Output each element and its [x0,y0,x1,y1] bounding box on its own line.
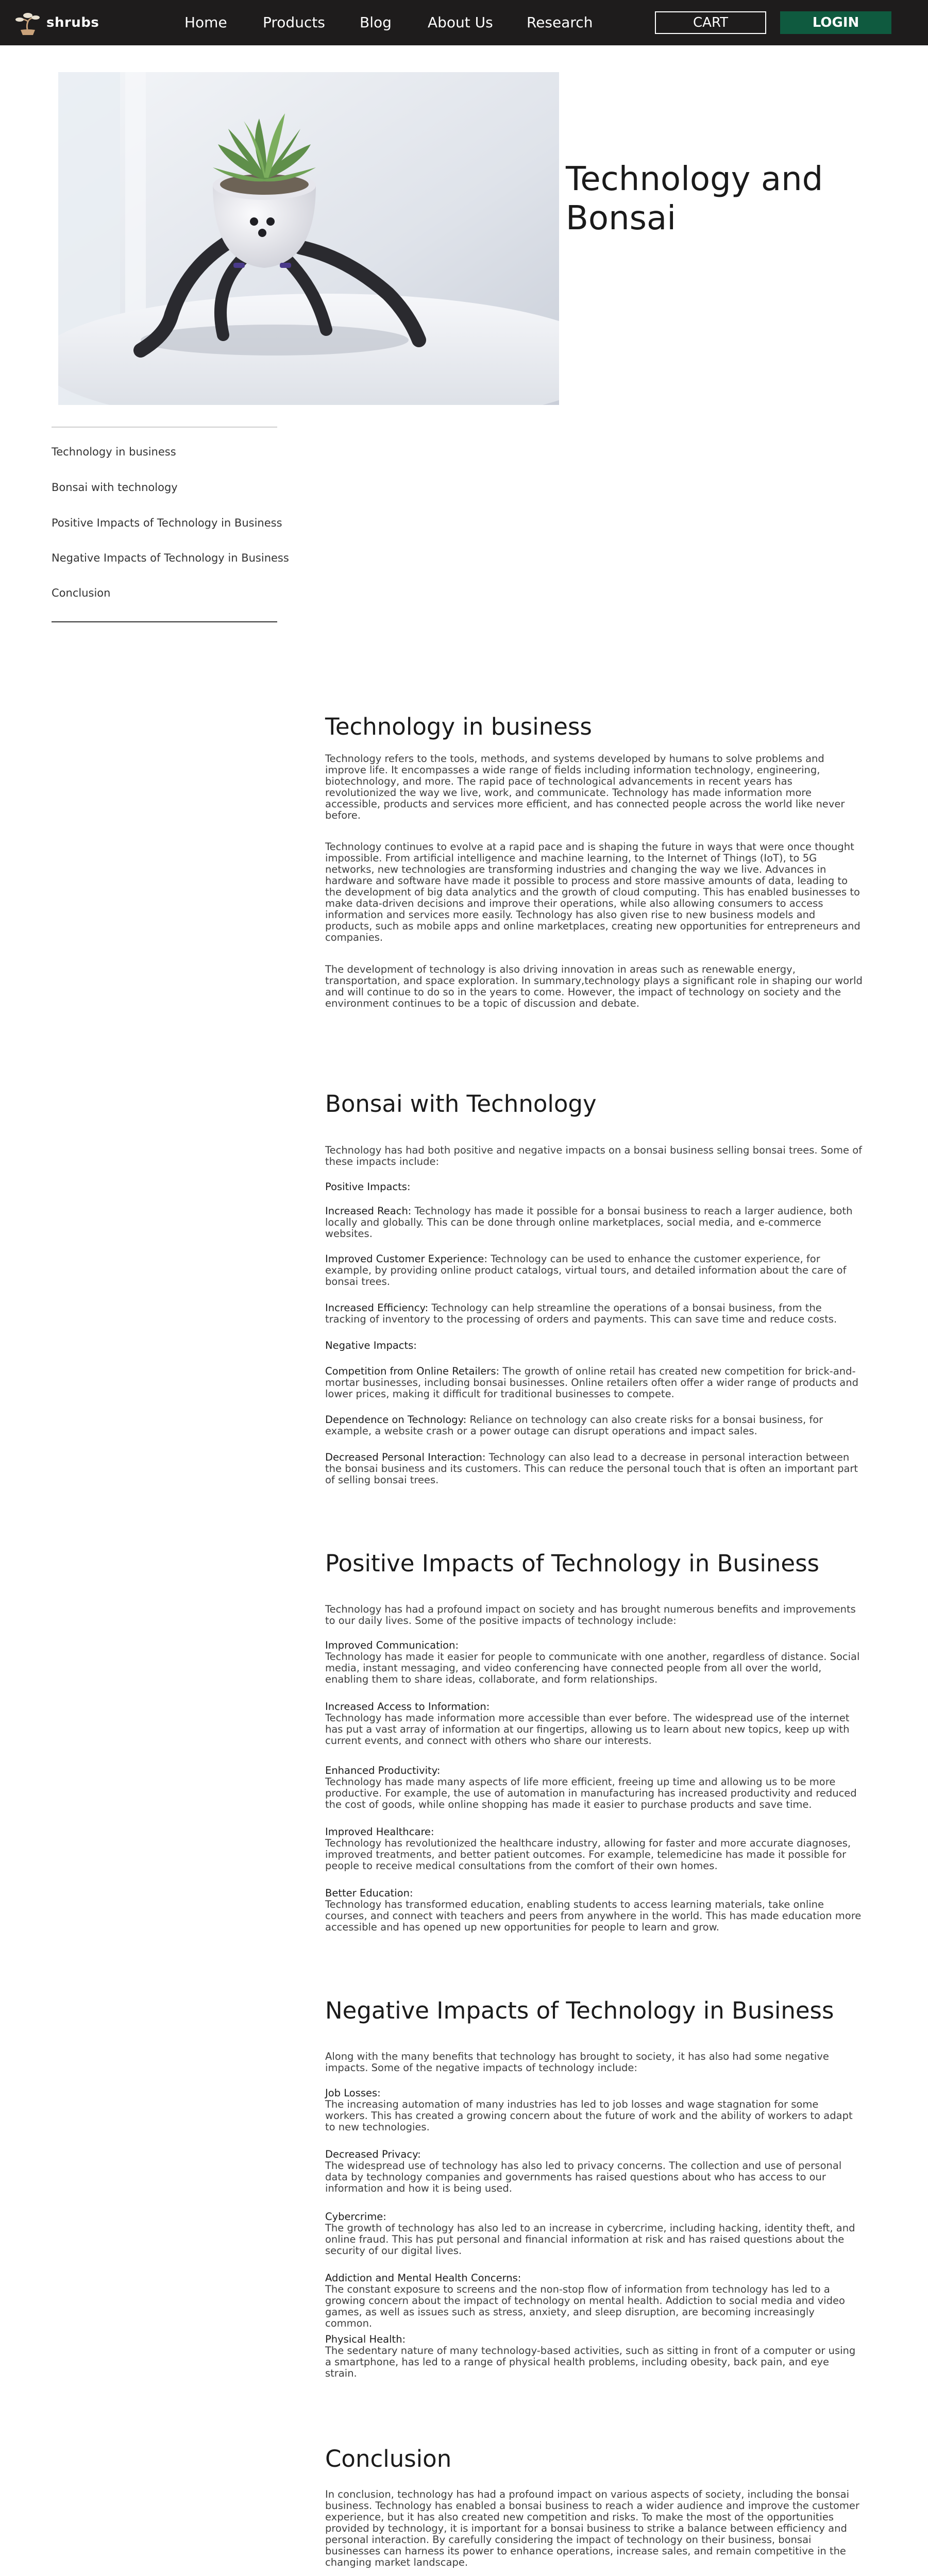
section-paragraph: In conclusion, technology has had a profound impact on various aspects of society, including the bonsai business. Technology has enabled a bonsai business to reach a wider audience and improve the customer experience, but it has also created new competition and risks. To make the most of the opportunities provided by technology, it is important for a bonsai business to strike a balance between efficiency and personal interaction. By carefully considering the impact of technology on their business, bonsai businesses can harness its power to enhance operations, increase sales, and remain competitive in the changing market landscape. [325,2488,859,2568]
section-heading-conclusion: Conclusion [325,2445,452,2472]
list-item: Decreased Privacy: The widespread use of technology has also led to privacy concerns. The collection and use of personal data by technology companies and governments has raised questions about who has access to our information and how it is being used. [325,2148,842,2194]
nav-home[interactable]: Home [184,14,227,31]
list-item: Improved Customer Experience: Technology can be used to enhance the customer experience, for example, by providing online product catalogs, virtual tours, and detailed information about the care of bonsai trees. [325,1253,847,1287]
list-item: Improved Healthcare: Technology has revolutionized the healthcare industry, allowing for faster and more accurate diagnoses, improved treatments, and better patient outcomes. For example, telemedicine has made it possible for people to receive medical consultations from the comfort of their own homes. [325,1826,851,1872]
robot-plant-pot-illustration [58,72,559,405]
list-item: Enhanced Productivity: Technology has made many aspects of life more efficient, freeing up time and allowing us to be more productive. For example, the use of automation in manufacturing has increased productivity and reduced the cost of goods, while online shopping has made it easier to purchase products and save time. [325,1765,857,1810]
toc-item-negative-impacts[interactable]: Negative Impacts of Technology in Business [52,552,289,564]
brand-name: shrubs [46,15,99,30]
toc-item-conclusion[interactable]: Conclusion [52,587,111,599]
section-heading-technology-in-business: Technology in business [325,713,592,740]
section-heading-negative-impacts: Negative Impacts of Technology in Business [325,1997,834,2024]
toc-item-bonsai-with-technology[interactable]: Bonsai with technology [52,481,178,494]
list-item: Dependence on Technology: Reliance on technology can also create risks for a bonsai business, for example, a website crash or a power outage can disrupt operations and impact sales. [325,1414,823,1437]
brand-logo[interactable] [11,6,99,39]
list-item: Increased Access to Information: Technology has made information more accessible than ever before. The widespread use of the internet has put a vast array of information at our fingertips, allowing us to learn about new topics, keep up with current events, and connect with others who share our interests. [325,1701,850,1747]
cart-button[interactable]: CART [655,11,766,34]
section-paragraph: Technology has had both positive and negative impacts on a bonsai business selling bonsai trees. Some of these impacts include: [325,1144,863,1167]
section-paragraph: The development of technology is also driving innovation in areas such as renewable energy, transportation, and space exploration. In summary,technology plays a significant role in shaping our world and will continue to do so in the years to come. However, the impact of technology on society and the environment continues to be a topic of discussion and debate. [325,963,863,1009]
subheading-positive-impacts: Positive Impacts: [325,1181,411,1193]
list-item: Improved Communication: Technology has made it easier for people to communicate with one another, regardless of distance. Social media, instant messaging, and video conferencing have connected people from all over the world, enabling them to share ideas, collaborate, and form relationships. [325,1639,860,1685]
nav-blog[interactable]: Blog [360,14,392,31]
section-heading-positive-impacts: Positive Impacts of Technology in Business [325,1550,819,1577]
section-paragraph: Technology has had a profound impact on society and has brought numerous benefits and improvements to our daily lives. Some of the positive impacts of technology include: [325,1603,856,1626]
toc-item-positive-impacts[interactable]: Positive Impacts of Technology in Business [52,517,282,529]
list-item: Competition from Online Retailers: The growth of online retail has created new competition for brick-and-mortar businesses, including bonsai businesses. Online retailers often offer a wider range of products and lower prices, making it difficult for traditional businesses to compete. [325,1365,858,1400]
subheading-negative-impacts: Negative Impacts: [325,1340,417,1351]
list-item: Better Education: Technology has transformed education, enabling students to access learning materials, take online courses, and connect with teachers and peers from anywhere in the world. This has made education more accessible and has opened up new opportunities for people to learn and grow. [325,1887,862,1933]
section-paragraph: Technology continues to evolve at a rapid pace and is shaping the future in ways that were once thought impossible. From artificial intelligence and machine learning, to the Internet of Things (IoT), to 5G networks, new technologies are transforming industries and changing the way we live. Advances in hardware and software have made it possible to process and store massive amounts of data, leading to the development of big data analytics and the growth of cloud computing. This has enabled businesses to make data-driven decisions and improve their operations, while also allowing consumers to access information and services more easily. Technology has also given rise to new business models and products, such as mobile apps and online marketplaces, creating new opportunities for entrepreneurs and companies. [325,841,860,943]
login-button[interactable]: LOGIN [780,11,891,34]
list-item: Addiction and Mental Health Concerns: The constant exposure to screens and the non-stop flow of information from technology has led to a growing concern about the impact of technology on mental health. Addiction to social media and video games, as well as issues such as stress, anxiety, and sleep disruption, are becoming increasingly common. [325,2272,845,2329]
list-item: Job Losses: The increasing automation of many industries has led to job losses and wage stagnation for some workers. This has created a growing concern about the future of work and the ability of workers to adapt to new technologies. [325,2087,853,2133]
section-heading-bonsai-with-technology: Bonsai with Technology [325,1090,597,1117]
page-title: Technology and Bonsai [566,160,823,238]
top-navbar [0,0,928,45]
toc-item-technology-in-business[interactable]: Technology in business [52,446,176,458]
toc-divider-top [52,427,277,428]
list-item: Decreased Personal Interaction: Technology can also lead to a decrease in personal interaction between the bonsai business and its customers. This can reduce the personal touch that is often an important part of selling bonsai trees. [325,1451,858,1486]
list-item: Increased Efficiency: Technology can help streamline the operations of a bonsai business, from the tracking of inventory to the processing of orders and payments. This can save time and reduce costs. [325,1302,837,1325]
section-paragraph: Technology refers to the tools, methods, and systems developed by humans to solve problems and improve life. It encompasses a wide range of fields including information technology, engineering, biotechnology, and more. The rapid pace of technological advancements in recent years has revolutionized the way we live, work, and communicate. Technology has made information more accessible, products and services more efficient, and has connected people across the world like never before. [325,753,845,821]
section-paragraph: Along with the many benefits that technology has brought to society, it has also had some negative impacts. Some of the negative impacts of technology include: [325,2050,829,2074]
list-item: Cybercrime: The growth of technology has also led to an increase in cybercrime, including hacking, identity theft, and online fraud. This has put personal and financial information at risk and has raised questions about the security of our digital lives. [325,2211,855,2257]
hero-image [58,72,559,405]
list-item: Physical Health: The sedentary nature of many technology-based activities, such as sitting in front of a computer or using a smartphone, has led to a range of physical health problems, including obesity, back pain, and eye strain. [325,2333,856,2379]
list-item: Increased Reach: Technology has made it possible for a bonsai business to reach a larger audience, both locally and globally. This can be done through online marketplaces, social media, and e-commerce websites. [325,1205,853,1240]
bonsai-logo-icon [11,6,44,39]
nav-about-us[interactable]: About Us [428,14,493,31]
nav-research[interactable]: Research [527,14,593,31]
toc-divider-bottom [52,621,277,622]
nav-products[interactable]: Products [263,14,325,31]
